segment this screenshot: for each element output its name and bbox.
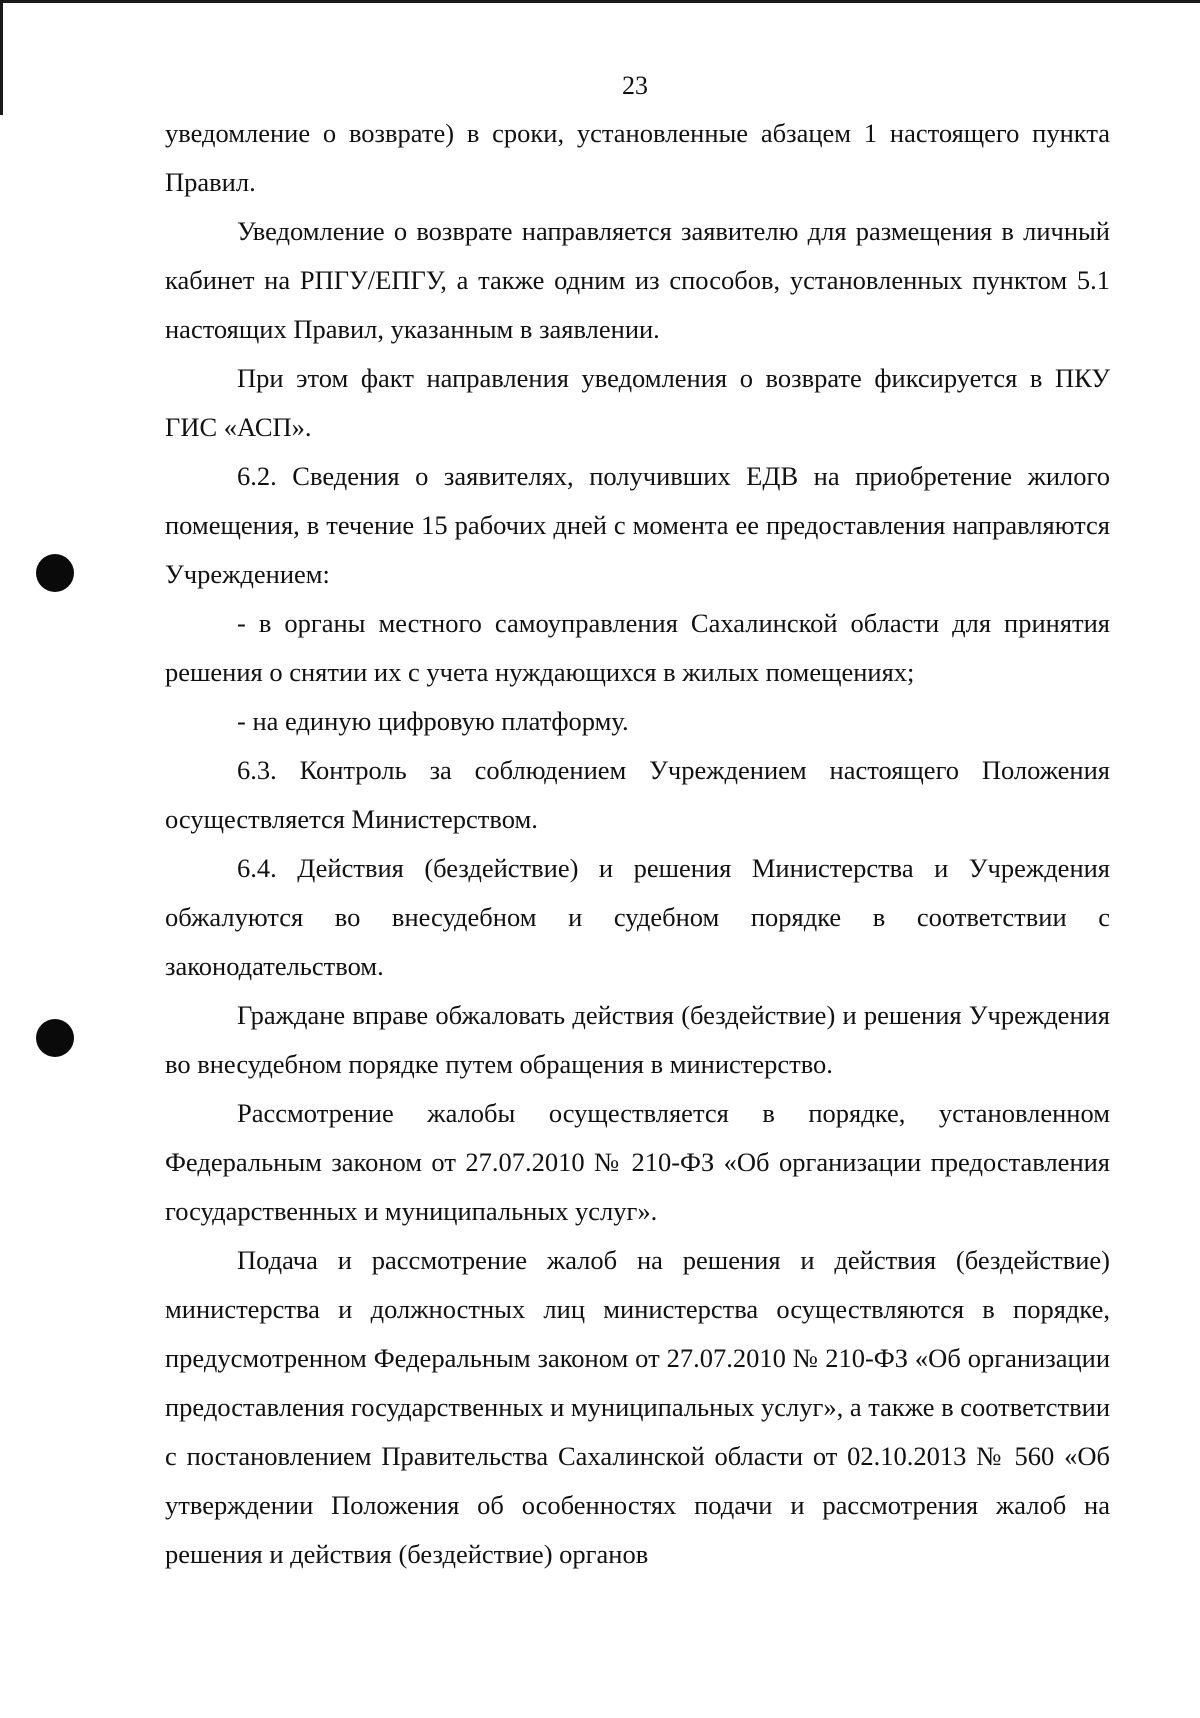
punch-hole-bottom: [36, 1019, 74, 1057]
paragraph-notice-recording: При этом факт направления уведомления о возврате фиксируется в ПКУ ГИС «АСП».: [165, 363, 1110, 442]
paragraph-section-6-2: 6.2. Сведения о заявителях, получивших ЕДВ на приобретение жилого помещения, в течение 15 рабочих дней с момента ее предоставления направляются Учреждением:: [165, 461, 1110, 589]
list-item-local-government: - в органы местного самоуправления Сахалинской области для принятия решения о снятии их с учета нуждающихся в жилых помещениях;: [165, 608, 1110, 687]
punch-hole-top: [36, 554, 74, 592]
paragraph-complaint-procedure: Подача и рассмотрение жалоб на решения и действия (бездействие) министерства и должностных лиц министерства осуществляются в порядке, предусмотренном Федеральным законом от 27.07.2010 № 210-ФЗ «Об организации предоставления государственных и муниципальных услуг», а также в соответствии с постановлением Правительства Сахалинской области от 02.10.2013 № 560 «Об утверждении Положения об особенностях подачи и рассмотрения жалоб на решения и действия (бездействие) органов: [165, 1245, 1111, 1569]
paragraph-return-notice: Уведомление о возврате направляется заявителю для размещения в личный кабинет на РПГУ/ЕПГУ, а также одним из способов, установленных пунктом 5.1 настоящих Правил, указанным в заявлении.: [165, 216, 1110, 344]
paragraph-section-6-4: 6.4. Действия (бездействие) и решения Министерства и Учреждения обжалуются во внесудебном и судебном порядке в соответствии с законодательством.: [165, 853, 1110, 981]
paragraph-citizens-appeal: Граждане вправе обжаловать действия (бездействие) и решения Учреждения во внесудебном порядке путем обращения в министерство.: [165, 1000, 1110, 1079]
paragraph-complaint-review: Рассмотрение жалобы осуществляется в порядке, установленном Федеральным законом от 27.07.2010 № 210-ФЗ «Об организации предоставления государственных и муниципальных услуг».: [165, 1098, 1110, 1226]
page-number: 23: [622, 71, 648, 100]
document-body: [165, 109, 1110, 1579]
list-item-digital-platform: - на единую цифровую платформу.: [237, 706, 629, 736]
scan-top-border: [0, 0, 1200, 3]
paragraph-section-6-3: 6.3. Контроль за соблюдением Учреждением настоящего Положения осуществляется Министерством.: [165, 755, 1110, 834]
paragraph-continuation: уведомление о возврате) в сроки, установленные абзацем 1 настоящего пункта Правил.: [165, 118, 1110, 197]
